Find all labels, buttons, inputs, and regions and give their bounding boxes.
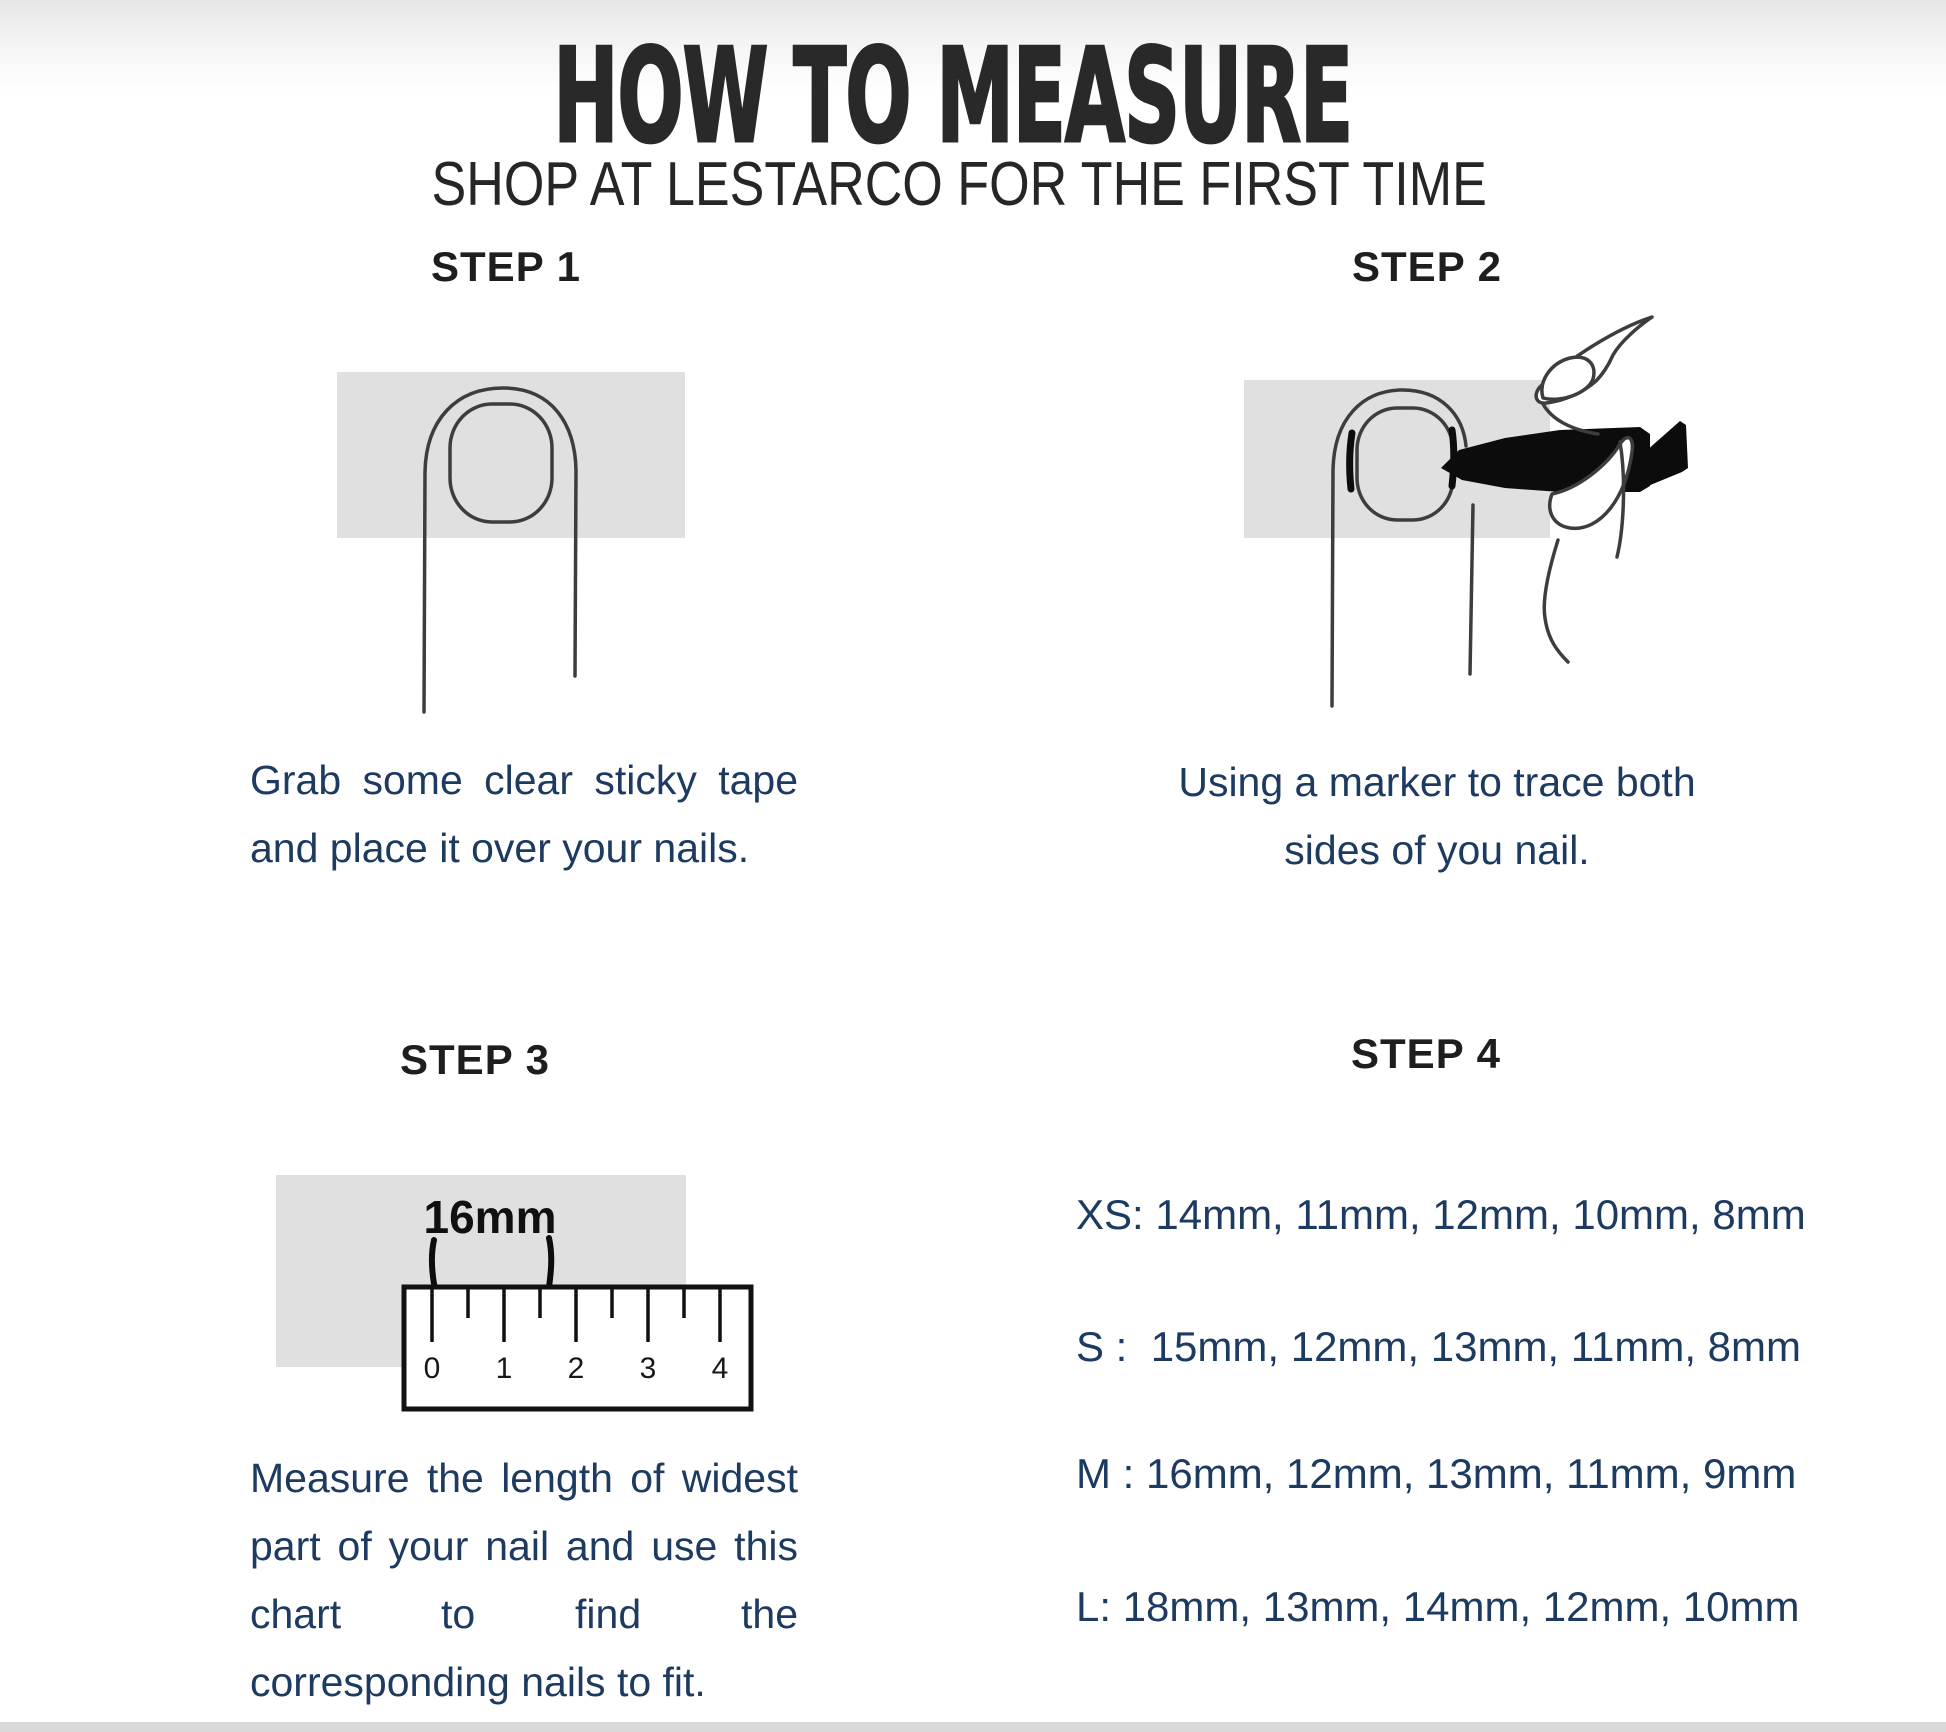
tape — [337, 372, 685, 538]
trace-mark-left — [1350, 433, 1352, 489]
header — [0, 20, 1926, 172]
step-2-heading: STEP 2 — [1352, 243, 1502, 290]
ruler-number: 0 — [423, 1352, 441, 1385]
step-2-marker-trace-illustration — [1230, 300, 1810, 720]
wrist-line — [1544, 540, 1568, 662]
ruler-number: 2 — [567, 1352, 585, 1385]
subheader — [0, 150, 1932, 220]
measurement-label: 16mm — [423, 1191, 557, 1243]
step-3-description: Measure the length of widest part of your nail and use this chart to find the corresponding nails to fit. — [250, 1455, 798, 1705]
size-row-m: M : 16mm, 12mm, 13mm, 11mm, 9mm — [1076, 1450, 1797, 1497]
size-row-s: S : 15mm, 12mm, 13mm, 11mm, 8mm — [1076, 1323, 1802, 1370]
step-2-description: Using a marker to trace both sides of you nail. — [1178, 759, 1696, 873]
page-subtitle: SHOP AT LESTARCO FOR THE FIRST TIME — [431, 150, 1487, 219]
bottom-edge-band — [0, 1722, 1946, 1732]
step-4-heading: STEP 4 — [1351, 1030, 1501, 1077]
step-1-heading: STEP 1 — [431, 243, 581, 290]
size-row-l: L: 18mm, 13mm, 14mm, 12mm, 10mm — [1076, 1583, 1800, 1630]
step-3-ruler-illustration — [260, 1165, 770, 1425]
size-row-xs: XS: 14mm, 11mm, 12mm, 10mm, 8mm — [1076, 1191, 1806, 1238]
page-title: HOW TO MEASURE — [553, 20, 1353, 172]
step-1-finger-tape-illustration — [320, 360, 700, 730]
thumb-nail — [1542, 357, 1594, 399]
ruler-number: 1 — [495, 1352, 513, 1385]
ruler-number: 4 — [711, 1352, 729, 1385]
step-3-heading: STEP 3 — [400, 1036, 550, 1083]
ruler-number: 3 — [639, 1352, 657, 1385]
step-1-description: Grab some clear sticky tape and place it over your nails. — [250, 757, 798, 871]
marker-flare — [1645, 421, 1688, 486]
